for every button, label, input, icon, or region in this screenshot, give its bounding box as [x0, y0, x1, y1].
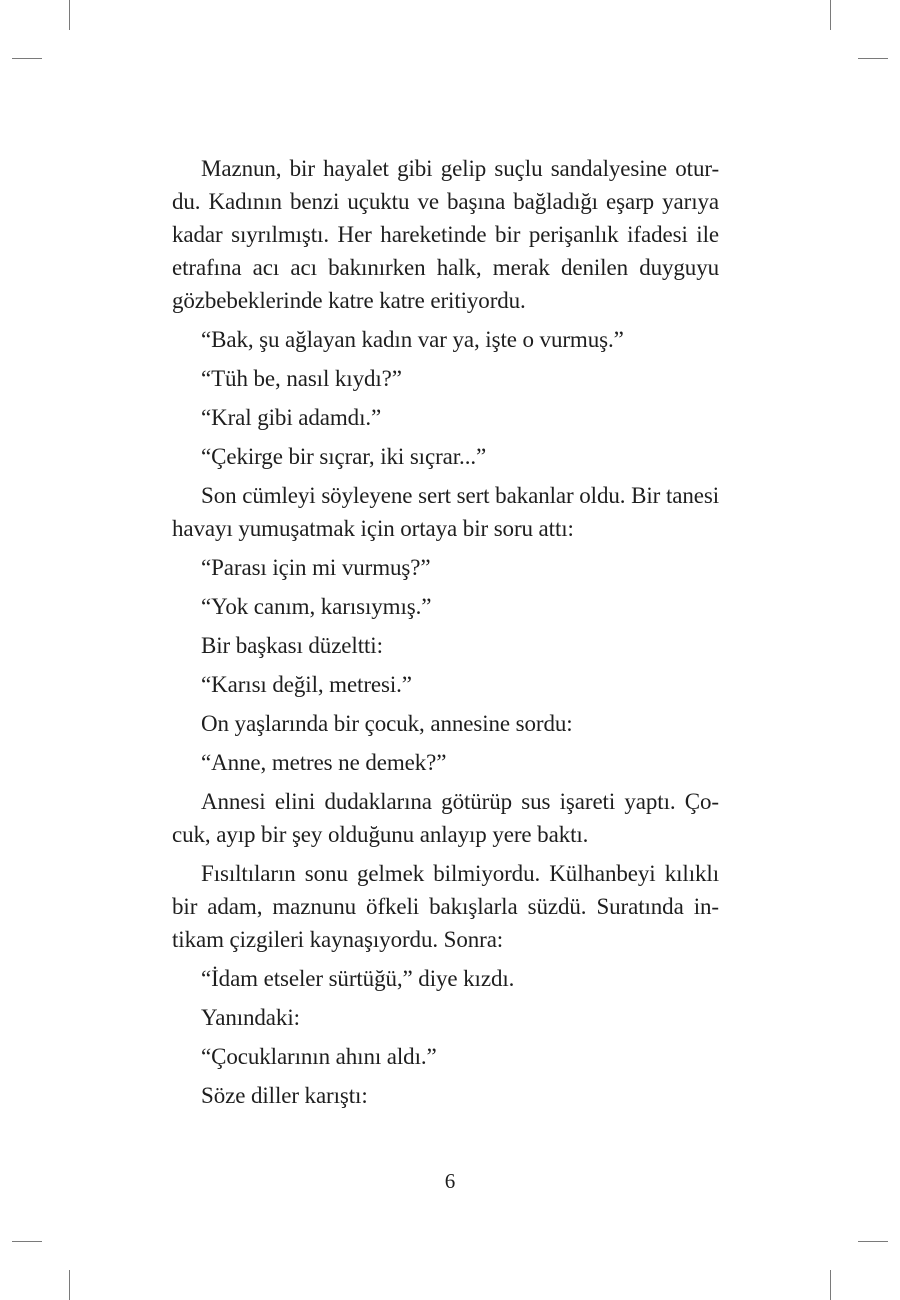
paragraph	[172, 668, 719, 701]
crop-mark-left-upper	[12, 58, 42, 59]
page-number: 6	[444, 1169, 456, 1193]
paragraph	[172, 857, 719, 956]
crop-mark-bottom-left	[69, 1270, 70, 1300]
text-line: “Karısı değil, metresi.”	[201, 672, 412, 697]
paragraph	[172, 962, 719, 995]
crop-mark-top-right	[830, 0, 831, 30]
text-line: Yanındaki:	[201, 1005, 300, 1030]
text-line: du. Kadının benzi uçuktu ve başına bağladığı eşarp yarıya	[172, 189, 719, 214]
paragraph	[172, 362, 719, 395]
paragraph	[172, 785, 719, 851]
paragraph	[172, 323, 719, 356]
paragraph	[172, 152, 719, 317]
text-line: Annesi elini dudaklarına götürüp sus işareti yaptı. Ço-	[201, 789, 719, 814]
paragraph	[172, 1040, 719, 1073]
crop-mark-bottom-right	[830, 1270, 831, 1300]
text-line: Maznun, bir hayalet gibi gelip suçlu sandalyesine otur-	[201, 156, 719, 181]
text-line: “Anne, metres ne demek?”	[201, 750, 447, 775]
crop-mark-left-lower	[12, 1241, 42, 1242]
text-line: “Parası için mi vurmuş?”	[201, 555, 431, 580]
text-line: Söze diller karıştı:	[201, 1083, 368, 1108]
paragraph	[172, 551, 719, 584]
paragraph	[172, 479, 719, 545]
paragraph	[172, 629, 719, 662]
text-line: “İdam etseler sürtüğü,” diye kızdı.	[201, 966, 515, 991]
crop-mark-top-left	[69, 0, 70, 30]
paragraph	[172, 1001, 719, 1034]
text-line: “Çocuklarının ahını aldı.”	[201, 1044, 437, 1069]
text-line: gözbebeklerinde katre katre eritiyordu.	[172, 288, 526, 313]
text-line: Fısıltıların sonu gelmek bilmiyordu. Külhanbeyi kılıklı	[201, 861, 719, 886]
paragraph	[172, 590, 719, 623]
text-line: Son cümleyi söyleyene sert sert bakanlar oldu. Bir tanesi	[201, 483, 719, 508]
text-line: “Kral gibi adamdı.”	[201, 405, 382, 430]
paragraph	[172, 401, 719, 434]
paragraph	[172, 1079, 719, 1112]
text-line: Bir başkası düzeltti:	[201, 633, 383, 658]
paragraph	[172, 746, 719, 779]
text-line: etrafına acı acı bakınırken halk, merak denilen duyguyu	[172, 255, 719, 280]
text-line: “Çekirge bir sıçrar, iki sıçrar...”	[201, 444, 487, 469]
body-text	[172, 152, 719, 1112]
text-line: On yaşlarında bir çocuk, annesine sordu:	[201, 711, 573, 736]
text-line: havayı yumuşatmak için ortaya bir soru attı:	[172, 516, 574, 541]
text-line: “Tüh be, nasıl kıydı?”	[201, 366, 402, 391]
text-line: kadar sıyrılmıştı. Her hareketinde bir perişanlık ifadesi ile	[172, 222, 719, 247]
paragraph	[172, 707, 719, 740]
text-line: tikam çizgileri kaynaşıyordu. Sonra:	[172, 927, 504, 952]
text-line: cuk, ayıp bir şey olduğunu anlayıp yere baktı.	[172, 822, 589, 847]
crop-mark-right-lower	[858, 1241, 888, 1242]
text-line: “Yok canım, karısıymış.”	[201, 594, 432, 619]
crop-mark-right-upper	[858, 58, 888, 59]
text-line: “Bak, şu ağlayan kadın var ya, işte o vurmuş.”	[201, 327, 624, 352]
text-line: bir adam, maznunu öfkeli bakışlarla süzdü. Suratında in-	[172, 894, 719, 919]
paragraph	[172, 440, 719, 473]
